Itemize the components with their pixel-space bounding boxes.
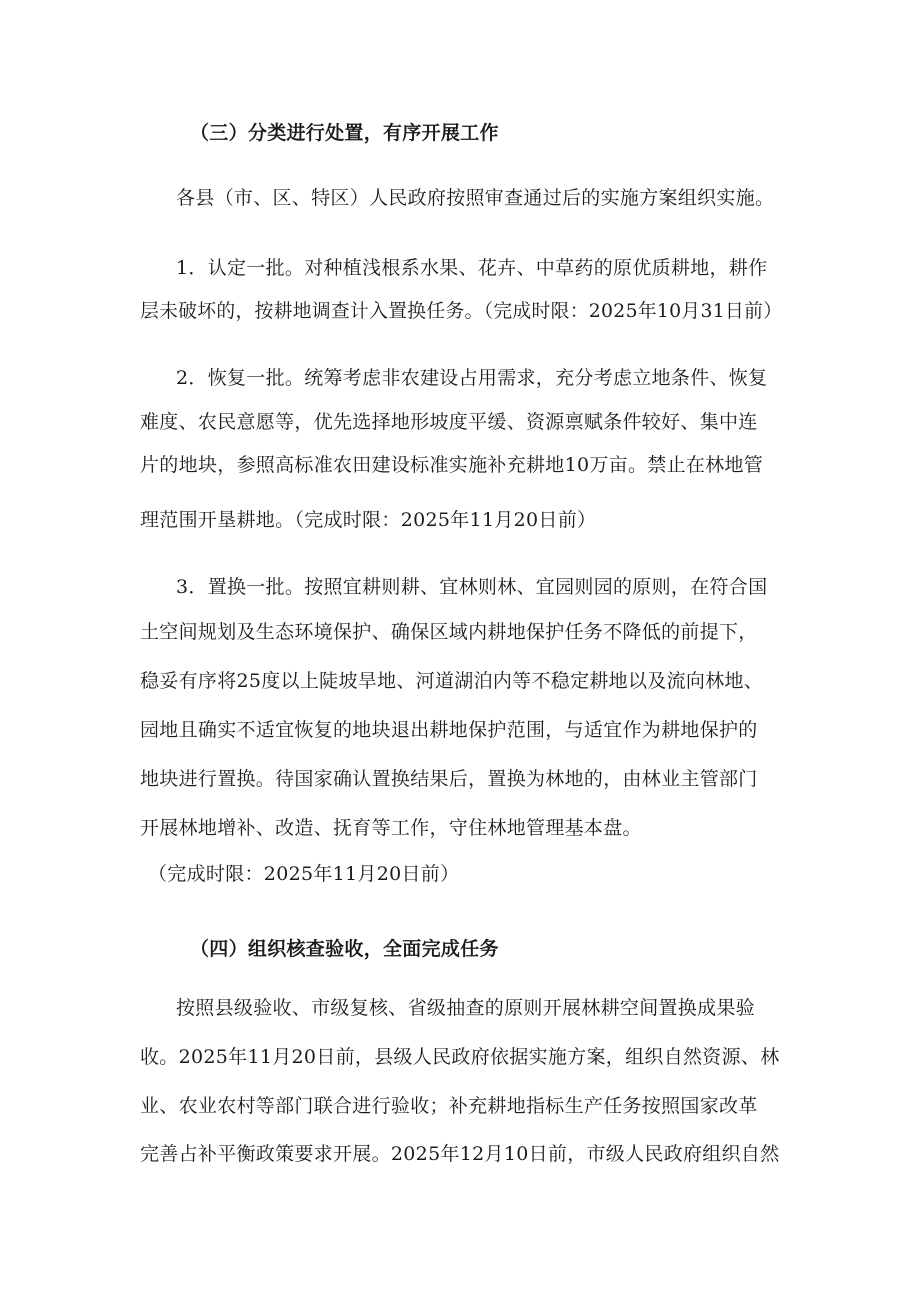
item-3-line-3: 稳妥有序将25度以上陡坡旱地、河道湖泊内等不稳定耕地以及流向林地、 xyxy=(140,670,764,692)
item-3-line-2: 土空间规划及生态环境保护、确保区域内耕地保护任务不降低的前提下， xyxy=(140,621,758,643)
section-4-heading: （四）组织核查验收，全面完成任务 xyxy=(190,938,499,960)
section-3-heading: （三）分类进行处置，有序开展工作 xyxy=(190,122,499,144)
item-1-line-2: 层未破坏的，按耕地调查计入置换任务。（完成时限：2025年10月31日前） xyxy=(140,300,783,322)
item-3-line-7: （完成时限：2025年11月20日前） xyxy=(148,863,460,885)
item-2-line-3: 片的地块，参照高标准农田建设标准实施补充耕地10万亩。禁止在林地管 xyxy=(140,454,764,476)
item-1-line-1: 1．认定一批。对种植浅根系水果、花卉、中草药的原优质耕地，耕作 xyxy=(176,257,768,279)
section-4-line-3: 业、农业农村等部门联合进行验收；补充耕地指标生产任务按照国家改革 xyxy=(140,1095,758,1117)
section-4-line-1: 按照县级验收、市级复核、省级抽查的原则开展林耕空间置换成果验 xyxy=(176,997,756,1019)
section-4-line-4: 完善占补平衡政策要求开展。2025年12月10日前，市级人民政府组织自然 xyxy=(140,1143,780,1165)
section-3-intro: 各县（市、区、特区）人民政府按照审查通过后的实施方案组织实施。 xyxy=(176,187,775,209)
item-3-line-6: 开展林地增补、改造、抚育等工作，守住林地管理基本盘。 xyxy=(140,817,642,839)
item-2-line-2: 难度、农民意愿等，优先选择地形坡度平缓、资源禀赋条件较好、集中连 xyxy=(140,411,758,433)
item-2-line-4: 理范围开垦耕地。（完成时限：2025年11月20日前） xyxy=(140,509,597,531)
item-3-line-1: 3．置换一批。按照宜耕则耕、宜林则林、宜园则园的原则，在符合国 xyxy=(176,576,768,598)
section-4-line-2: 收。2025年11月20日前，县级人民政府依据实施方案，组织自然资源、林 xyxy=(140,1046,780,1068)
item-3-line-5: 地块进行置换。待国家确认置换结果后，置换为林地的，由林业主管部门 xyxy=(140,768,758,790)
item-2-line-1: 2．恢复一批。统筹考虑非农建设占用需求，充分考虑立地条件、恢复 xyxy=(176,367,768,389)
item-3-line-4: 园地且确实不适宜恢复的地块退出耕地保护范围，与适宜作为耕地保护的 xyxy=(140,719,758,741)
